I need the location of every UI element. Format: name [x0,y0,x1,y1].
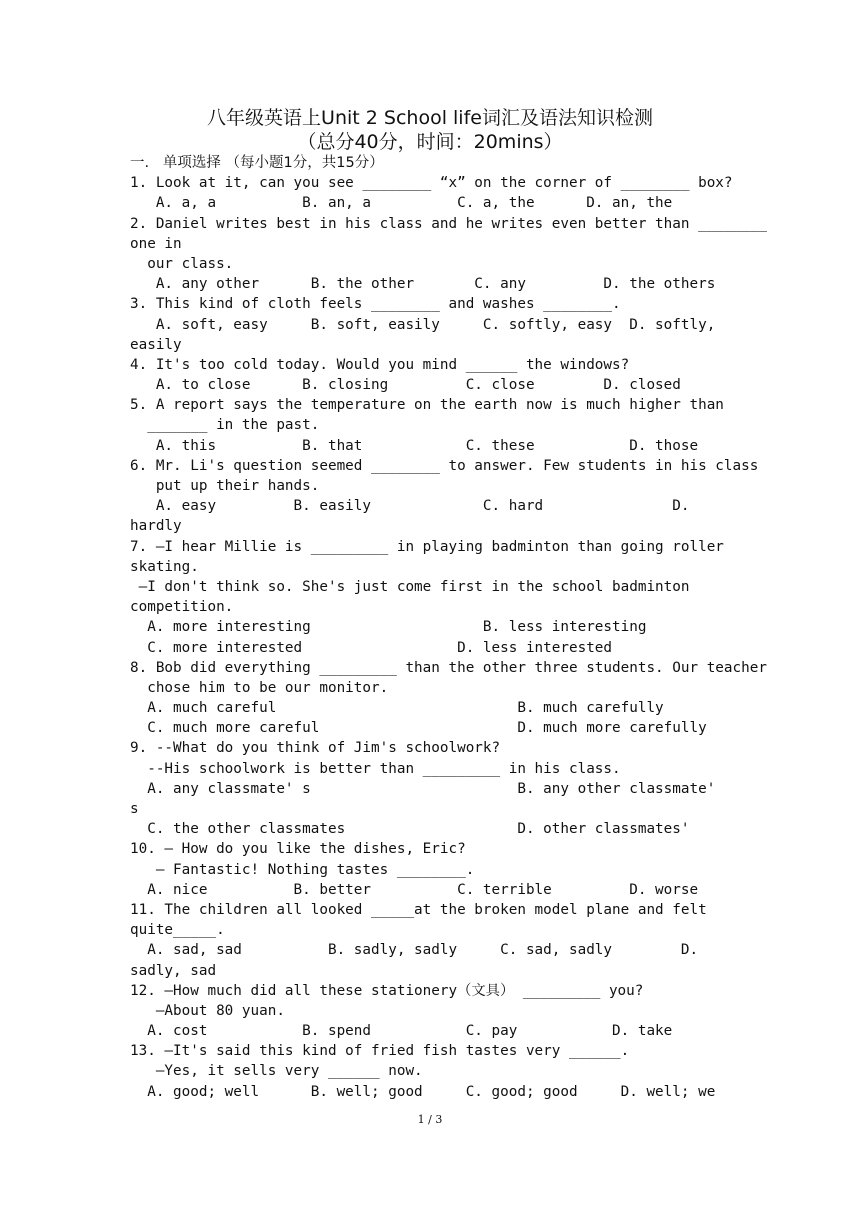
text-line: --His schoolwork is better than _________ in his class. [130,760,621,777]
text-line: C. more interested D. less interested [130,639,613,656]
text-line: easily [130,336,182,353]
text-line: 7. —I hear Millie is _________ in playing badminton than going roller [130,538,724,555]
text-line: —About 80 yuan. [130,1002,285,1019]
text-line: A. any other B. the other C. any D. the others [130,276,716,293]
text-line: A. to close B. closing C. close D. closed [130,377,681,394]
text-line: put up their hands. [130,478,320,494]
page-title: 八年级英语上Unit 2 School life词汇及语法知识检测 [207,107,653,129]
text-line: quite_____. [130,922,225,939]
text-line: 12. —How much did all these stationery（文具） _________ you? [130,982,644,999]
text-line: 1. Look at it, can you see ________ “x” on the corner of ________ box? [130,175,733,192]
text-line: A. much careful B. much carefully [130,700,664,717]
text-line: A. more interesting B. less interesting [130,619,647,636]
text-line: —Yes, it sells very ______ now. [130,1063,423,1080]
text-line: s [130,801,139,817]
text-line: 8. Bob did everything _________ than the other three students. Our teacher [130,659,767,676]
text-line: — Fantastic! Nothing tastes ________. [130,861,475,878]
text-line: 10. — How do you like the dishes, Eric? [130,841,466,858]
text-line: 3. This kind of cloth feels ________ and washes ________. [130,296,621,313]
text-line: hardly [130,518,182,535]
question-list [130,173,767,1102]
text-line: chose him to be our monitor. [130,679,389,696]
text-line: competition. [130,599,234,616]
text-line: 6. Mr. Li's question seemed ________ to answer. Few students in his class [130,457,759,474]
text-line: C. the other classmates D. other classmates' [130,821,690,838]
text-line: A. good; well B. well; good C. good; good D. well; we [130,1083,716,1100]
text-line: A. soft, easy B. soft, easily C. softly, easy D. softly, [130,316,716,333]
text-line: A. any classmate' s B. any other classmate' [130,780,716,797]
text-line: 11. The children all looked _____at the broken model plane and felt [130,901,707,918]
text-line: A. a, a B. an, a C. a, the D. an, the [130,195,673,212]
text-line: 9. --What do you think of Jim's schoolwork? [130,740,501,757]
text-line: A. this B. that C. these D. those [130,437,699,454]
text-line: A. sad, sad B. sadly, sadly C. sad, sadly D. [130,942,699,959]
page-number: 1 / 3 [417,1113,443,1126]
text-line: 13. —It's said this kind of fried fish tastes very ______. [130,1043,630,1060]
text-line: A. easy B. easily C. hard D. [130,498,690,515]
text-line: 2. Daniel writes best in his class and he writes even better than ________ [130,215,767,232]
page-subtitle: （总分40分，时间：20mins） [297,131,563,153]
section-heading: 一. 单项选择 （每小题1分，共15分） [130,155,384,171]
text-line: C. much more careful D. much more carefully [130,720,707,737]
document-body [130,153,767,1102]
text-line: A. nice B. better C. terrible D. worse [130,881,699,898]
text-line: one in [130,235,182,252]
text-line: sadly, sad [130,962,217,979]
text-line: our class. [130,255,234,272]
text-line: _______ in the past. [130,417,320,434]
text-line: 4. It's too cold today. Would you mind ______ the windows? [130,356,630,373]
text-line: —I don't think so. She's just come first in the school badminton [130,578,690,595]
text-line: 5. A report says the temperature on the earth now is much higher than [130,397,724,414]
text-line: skating. [130,558,199,575]
text-line: A. cost B. spend C. pay D. take [130,1023,673,1040]
